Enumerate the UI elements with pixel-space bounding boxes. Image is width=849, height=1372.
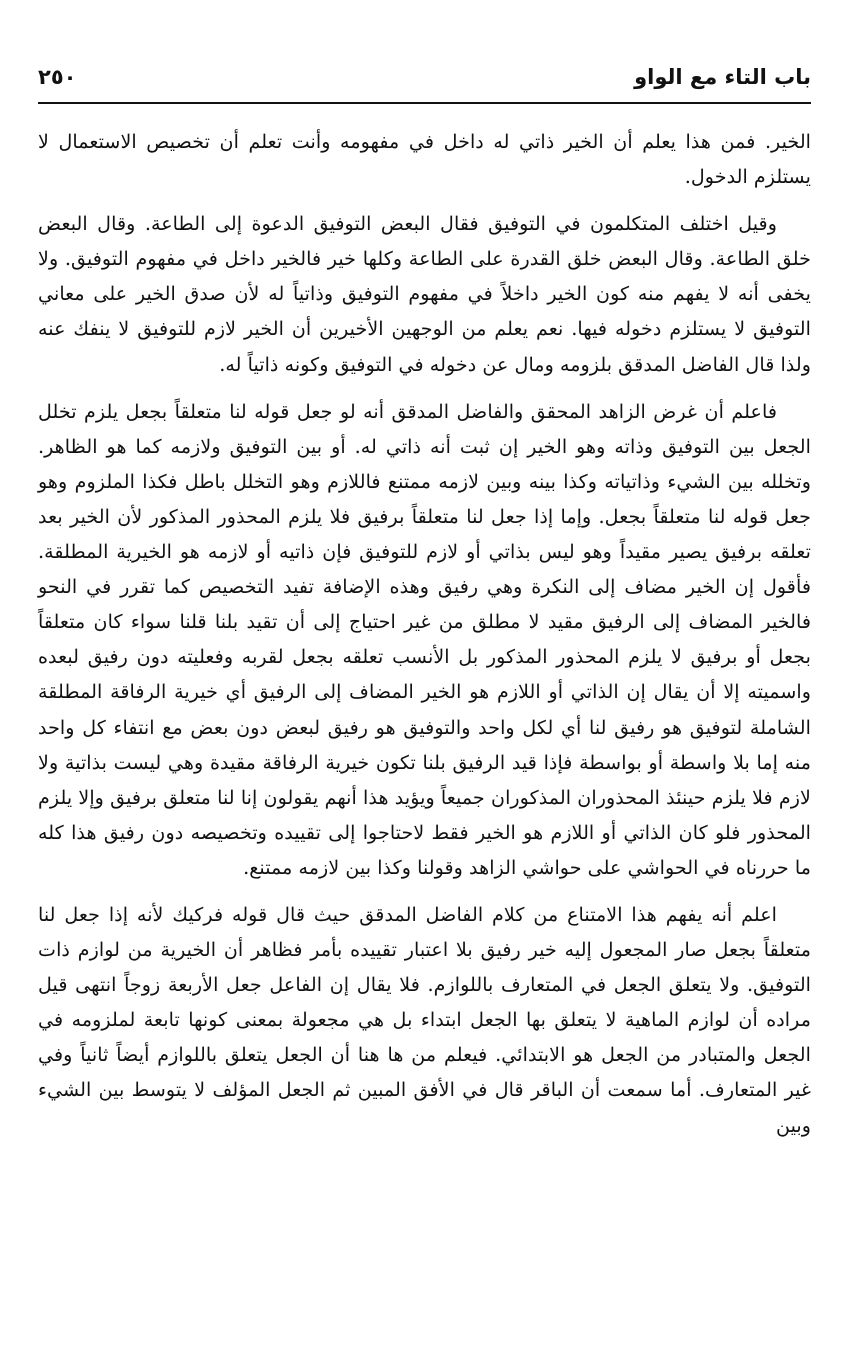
paragraph-3: فاعلم أن غرض الزاهد المحقق والفاضل المدقق أنه لو جعل قوله لنا متعلقاً بجعل يلزم تخلل الجعل بين التوفيق وذاته وهو الخير إن ثبت أنه ذاتي له. أو بين التوفيق ولازمه كما هو الظاهر. وتخلله بين الشيء وذاتياته وكذا بينه وبين لازمه ممتنع فاللازم وهو التخلل باطل فكذا الملزوم وهو جعل قوله لنا متعلقاً بجعل. وإما إذا جعل لنا متعلقاً برفيق فلا يلزم المحذور المذكور لأن الخير بعد تعلقه برفيق يصير مقيداً وهو ليس بذاتي أو لازم للتوفيق فإن ذاتيه أو لازمه هو الخيرية المطلقة. فأقول إن الخير مضاف إلى النكرة وهي رفيق وهذه الإضافة تفيد التخصيص كما تقرر في النحو فالخير المضاف إلى الرفيق مقيد لا مطلق من غير احتياج إلى أن تقيد بلنا قلنا سواء كان متعلقاً بجعل أو برفيق لا يلزم المحذور المذكور بل الأنسب تعلقه بجعل لقربه وفعليته دون رفيق لبعده واسميته إلا أن يقال إن الذاتي أو اللازم هو الخير المضاف إلى الرفيق أي خيرية الرفاقة المطلقة الشاملة لتوفيق هو رفيق لنا أي لكل واحد والتوفيق هو رفيق لبعض دون بعض مع انتفاء كل واحد منه إما بلا واسطة أو بواسطة فإذا قيد الرفيق بلنا تكون خيرية الرفاقة مقيدة وهي ليست بذاتية ولا لازم فلا يلزم حينئذ المحذوران المذكوران جميعاً ويؤيد هذا أنهم يقولون إنا لنا متعلق برفيق وإلا يلزم المحذور فلو كان الذاتي أو اللازم هو الخير فقط لاحتاجوا إلى تقييده وتخصيصه دون رفيق هذا كله ما حررناه في الحواشي على حواشي الزاهد وقولنا وكذا بين لازمه ممتنع. <box>38 399 811 879</box>
body-text <box>38 124 811 1143</box>
paragraph-1: الخير. فمن هذا يعلم أن الخير ذاتي له داخل في مفهومه وأنت تعلم أن تخصيص الاستعمال لا يستلزم الدخول. <box>38 130 811 189</box>
page-number: ٢٥٠ <box>38 65 77 89</box>
paragraph-4: اعلم أنه يفهم هذا الامتناع من كلام الفاضل المدقق حيث قال قوله فركيك لأنه إذا جعل لنا متعلقاً بجعل صار المجعول إليه خير رفيق بلا اعتبار تقييده بأمر فظاهر أن الخيرية من لوازم ذات التوفيق. ولا يتعلق الجعل في المتعارف باللوازم. فلا يقال إن الفاعل جعل الأربعة زوجاً انتهى قيل مراده أن لوازم الماهية لا يتعلق بها الجعل ابتداء بل هي مجعولة بمعنى كونها تابعة لملزومه في الجعل والمتبادر من الجعل هو الابتدائي. فيعلم من ها هنا أن الجعل يتعلق باللوازم أيضاً ثانياً وفي غير المتعارف. أما سمعت أن الباقر قال في الأفق المبين ثم الجعل المؤلف لا يتوسط بين الشيء وبين <box>38 902 811 1137</box>
page-header <box>38 52 811 104</box>
paragraph-2: وقيل اختلف المتكلمون في التوفيق فقال البعض التوفيق الدعوة إلى الطاعة. وقال البعض خلق الطاعة. وقال البعض خلق القدرة على الطاعة وكلها خير فالخير داخل في مفهوم التوفيق. ولا يخفى أنه لا يفهم منه كون الخير داخلاً في مفهوم التوفيق وذاتياً له لأن صدق الخير على معاني التوفيق لا يستلزم دخوله فيها. نعم يعلم من الوجهين الأخيرين أن الخير لازم للتوفيق لا ينفك عنه ولذا قال الفاضل المدقق بلزومه ومال عن دخوله في التوفيق وكونه ذاتياً له. <box>38 212 811 376</box>
running-title: باب التاء مع الواو <box>634 65 811 89</box>
